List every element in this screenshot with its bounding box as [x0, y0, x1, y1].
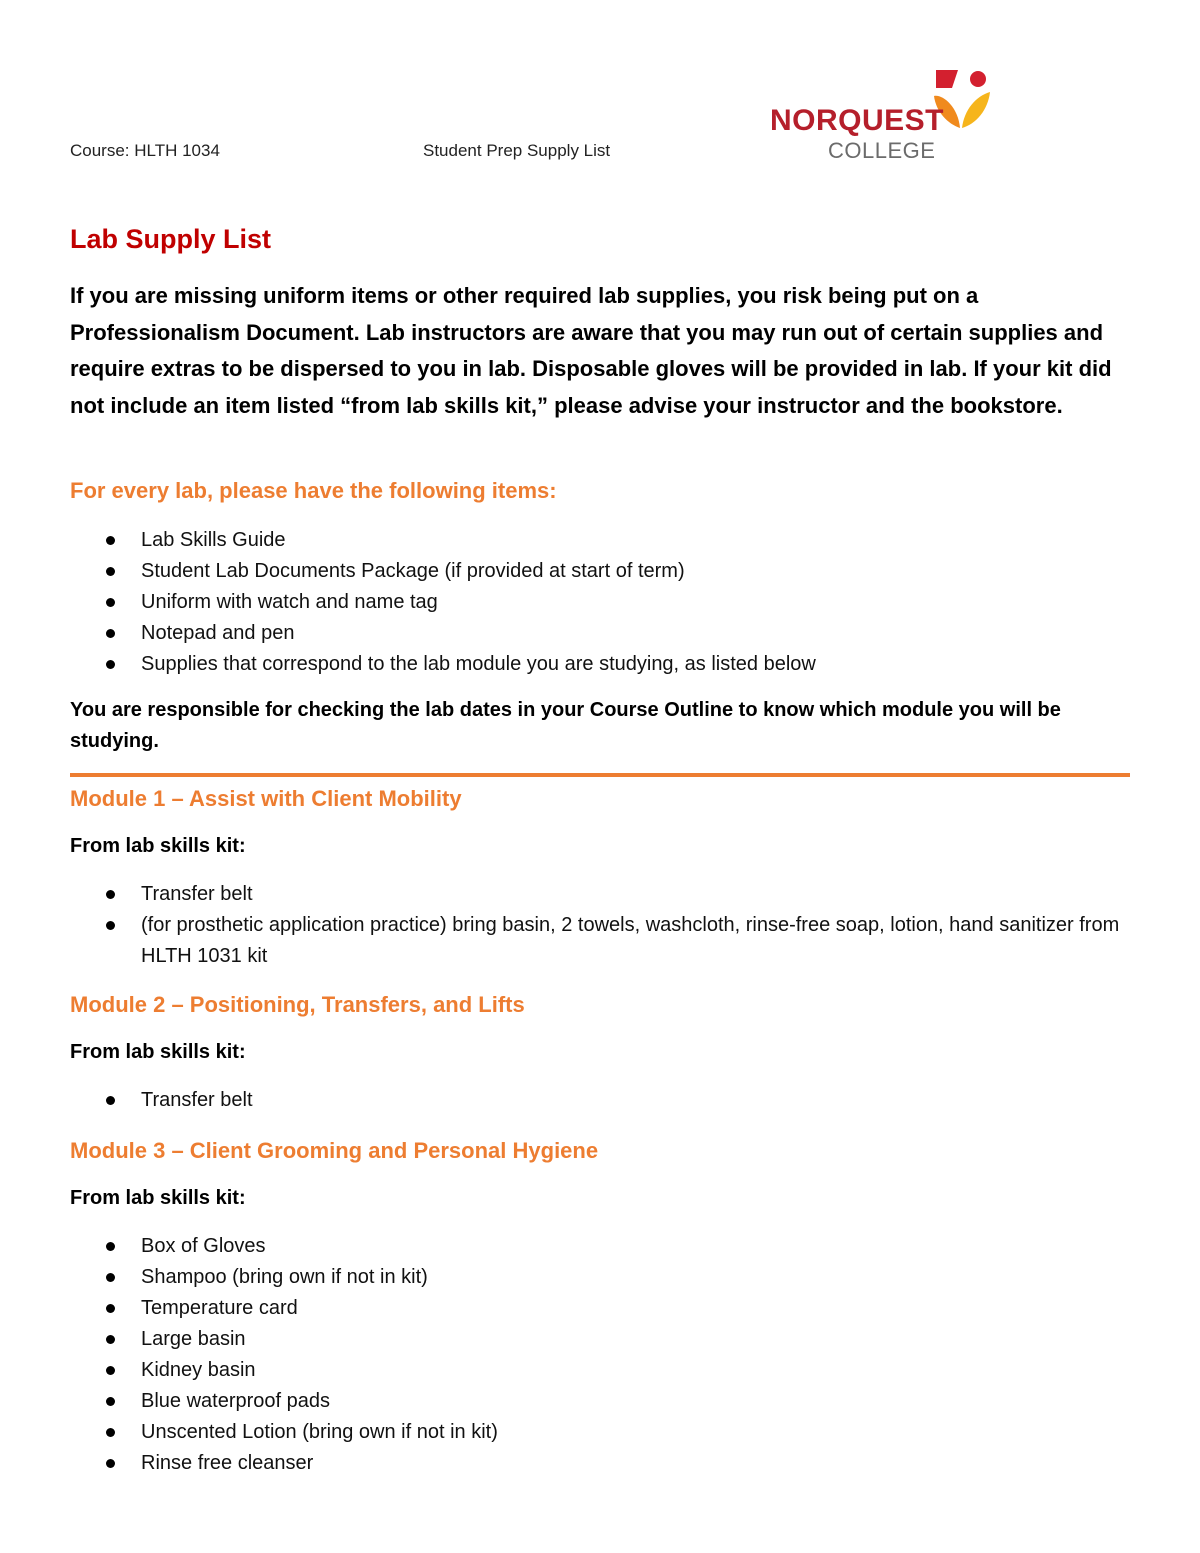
list-item: Unscented Lotion (bring own if not in kit)	[70, 1417, 1130, 1448]
bullet-icon	[106, 660, 115, 669]
bullet-icon	[106, 629, 115, 638]
intro-paragraph: If you are missing uniform items or other required lab supplies, you risk being put on a Professionalism Document. Lab instructors are aware that you may run out of certain supplies and require extras to be dispersed to you in lab. Disposable gloves will be provided in lab. If your kit did not include an item listed “from lab skills kit,” please advise your instructor and the bookstore.	[70, 283, 1112, 418]
section-divider	[70, 773, 1130, 777]
list-item: Supplies that correspond to the lab module you are studying, as listed below	[70, 649, 1130, 680]
module-3-list	[70, 1231, 1130, 1479]
list-item: Large basin	[70, 1324, 1130, 1355]
list-item: Student Lab Documents Package (if provided at start of term)	[70, 556, 1130, 587]
bullet-icon	[106, 1397, 115, 1406]
list-item: Temperature card	[70, 1293, 1130, 1324]
list-item: Uniform with watch and name tag	[70, 587, 1130, 618]
bullet-icon	[106, 1273, 115, 1282]
list-item: Notepad and pen	[70, 618, 1130, 649]
list-item: (for prosthetic application practice) bring basin, 2 towels, washcloth, rinse-free soap, lotion, hand sanitizer from HLTH 1031 kit	[70, 910, 1130, 972]
responsibility-note: You are responsible for checking the lab dates in your Course Outline to know which module you will be studying.	[70, 699, 1061, 752]
bullet-icon	[106, 1366, 115, 1375]
norquest-college-logo	[768, 66, 994, 164]
bullet-icon	[106, 1335, 115, 1344]
bullet-icon	[106, 536, 115, 545]
page-title: Lab Supply List	[70, 224, 272, 254]
list-item: Lab Skills Guide	[70, 525, 1130, 556]
header-course: Course: HLTH 1034	[70, 141, 220, 160]
list-item: Transfer belt	[70, 879, 1130, 910]
header-document-title: Student Prep Supply List	[423, 141, 611, 160]
bullet-icon	[106, 598, 115, 607]
every-lab-list	[70, 525, 1130, 680]
bullet-icon	[106, 1242, 115, 1251]
bullet-icon	[106, 567, 115, 576]
module-1-heading: Module 1 – Assist with Client Mobility	[70, 786, 462, 811]
module-2-list	[70, 1085, 1130, 1116]
bullet-icon	[106, 1304, 115, 1313]
list-item: Box of Gloves	[70, 1231, 1130, 1262]
module-1-list	[70, 879, 1130, 972]
logo-norquest-text: NORQUEST	[770, 104, 945, 137]
module-3-heading: Module 3 – Client Grooming and Personal Hygiene	[70, 1138, 599, 1163]
bullet-icon	[106, 921, 115, 930]
list-item: Rinse free cleanser	[70, 1448, 1130, 1479]
module-2-kit-label: From lab skills kit:	[70, 1041, 246, 1063]
bullet-icon	[106, 1096, 115, 1105]
list-item: Blue waterproof pads	[70, 1386, 1130, 1417]
list-item: Kidney basin	[70, 1355, 1130, 1386]
logo-college-text: COLLEGE	[828, 138, 936, 163]
bullet-icon	[106, 1459, 115, 1468]
module-1-kit-label: From lab skills kit:	[70, 835, 246, 857]
module-3-kit-label: From lab skills kit:	[70, 1187, 246, 1209]
list-item: Shampoo (bring own if not in kit)	[70, 1262, 1130, 1293]
list-item: Transfer belt	[70, 1085, 1130, 1116]
bullet-icon	[106, 890, 115, 899]
every-lab-heading: For every lab, please have the following items:	[70, 478, 557, 503]
bullet-icon	[106, 1428, 115, 1437]
module-2-heading: Module 2 – Positioning, Transfers, and Lifts	[70, 992, 525, 1017]
